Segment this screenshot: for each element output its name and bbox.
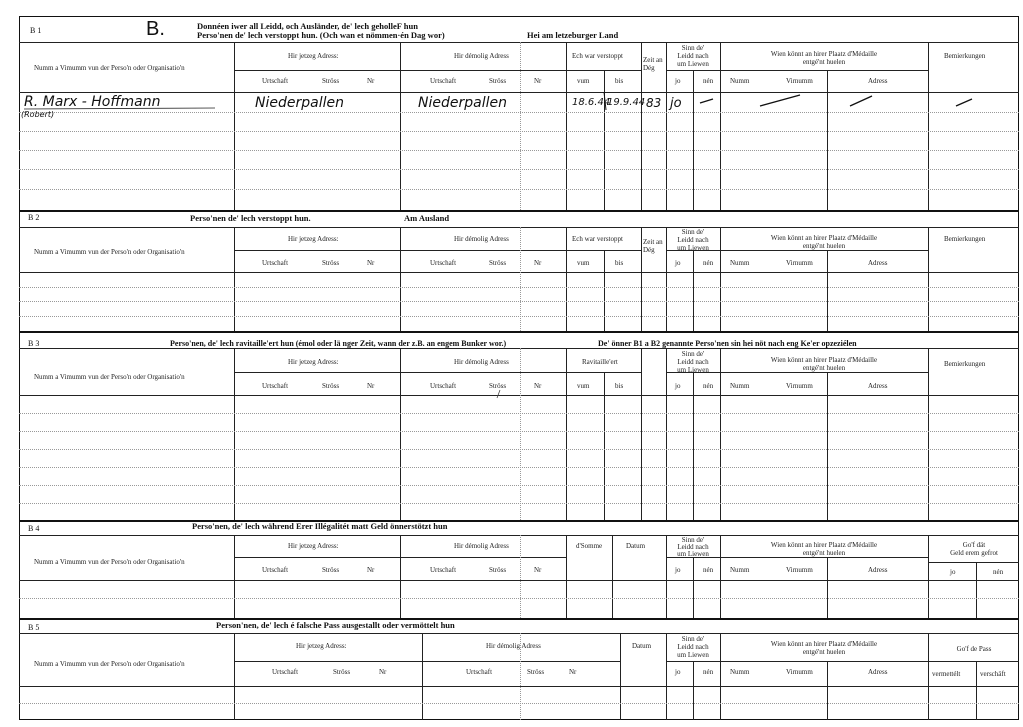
b2-current-address-header: Hir jetzeg Adress: (288, 235, 339, 243)
b2-hid-header: Ech war verstoppt (572, 235, 623, 243)
b3-no-answer-header: nén (703, 382, 714, 390)
no-column-dash (700, 99, 713, 103)
b1-former-street-header: Ströss (489, 77, 507, 85)
b1-suffering-header-3: um Liewen (677, 60, 709, 68)
b1-current-address-header: Hir jetzeg Adress: (288, 52, 339, 60)
b5-town-header: Urtschaft (272, 668, 299, 676)
form-heading: Donnéen iwer all Leidd, och Ausländer, de' lech geholleF hun (197, 21, 418, 31)
b5-no-answer-header: nén (703, 668, 714, 676)
b2-medal-name-header: Numm (730, 259, 750, 267)
b5-former-town-header: Urtschaft (466, 668, 493, 676)
b5-medal-header-1: Wien könnt an hirer Plaatz d'Médaille (770, 640, 878, 648)
b4-money-no-header: nén (993, 568, 1004, 576)
b3-supplied-header: Ravitaille'ert (582, 358, 618, 366)
b3-remarks-header: Bemierkungen (944, 360, 986, 368)
b4-suffering-header-2: Leidd nach (677, 543, 709, 551)
b4-street-header: Ströss (322, 566, 340, 574)
b3-street-header: Ströss (322, 382, 340, 390)
section-title-b3: Perso'nen, de' lech ravitaille'ert hun (émol oder lä nger Zeit, wann der z.B. an engem Bunker wor.) (170, 339, 507, 348)
b5-former-street-header: Ströss (527, 668, 545, 676)
b3-medal-first-header: Virnumm (786, 382, 813, 390)
b2-street-header: Ströss (322, 259, 340, 267)
b1-street-header: Ströss (322, 77, 340, 85)
b4-medal-first-header: Virnumm (786, 566, 813, 574)
b1-medal-header-2: entgé'nt huelen (802, 58, 846, 66)
b2-medal-first-header: Virnumm (786, 259, 813, 267)
b2-medal-header-1: Wien könnt an hirer Plaatz d'Médaille (770, 234, 878, 242)
medal-address-dash (850, 96, 872, 106)
entry-name: R. Marx - Hoffmann (24, 94, 161, 110)
b4-date-header: Datum (626, 542, 646, 550)
b4-money-header-1: Go'f dät (962, 541, 986, 549)
b1-time-header: Zeit an Dég (643, 56, 663, 72)
entry-current-town: Niederpallen (255, 95, 344, 111)
b3-from-header: vum (577, 382, 590, 390)
b3-former-town-header: Urtschaft (430, 382, 457, 390)
b4-current-address-header: Hir jetzeg Adress: (288, 542, 339, 550)
b2-from-header: vum (577, 259, 590, 267)
b1-medal-header-1: Wien könnt an hirer Plaatz d'Médaille (770, 50, 878, 58)
b5-yes-header: jo (675, 668, 681, 676)
b2-no-answer-header: nén (703, 259, 714, 267)
b1-yes-header: jo (675, 77, 681, 85)
b4-medal-address-header: Adress (868, 566, 888, 574)
b2-former-no-header: Nr (534, 259, 542, 267)
b5-issued-header: vermettélt (932, 670, 961, 678)
b2-former-street-header: Ströss (489, 259, 507, 267)
b5-suffering-header-2: Leidd nach (677, 643, 709, 651)
b2-suffering-header-3: um Liewen (677, 244, 709, 252)
b5-suffering-header-1: Sinn de' (681, 635, 705, 643)
b5-name-header: Numm a Vimumm vun der Perso'n oder Organisatio'n (34, 660, 185, 668)
b3-no-header: Nr (367, 382, 375, 390)
b3-former-street-header: Ströss (489, 382, 507, 390)
b4-medal-header-2: entgé'nt huelen (802, 549, 846, 557)
b1-town-header: Urtschaft (262, 77, 289, 85)
b1-no-header: Nr (367, 77, 375, 85)
b5-suffering-header-3: um Liewen (677, 651, 709, 659)
b5-street-header: Ströss (333, 668, 351, 676)
entry-hid-to: 19.9.44 (607, 97, 646, 108)
entry-days: 83 (646, 96, 662, 110)
b4-yes-header: jo (675, 566, 681, 574)
b4-money-header-2: Geld erem gefrot (950, 549, 998, 557)
b1-suffering-header-2: Leidd nach (677, 52, 709, 60)
b4-former-address-header: Hir démolig Adress (454, 542, 509, 550)
form-letter: B. (146, 18, 165, 40)
section-code-b3: B 3 (28, 339, 40, 348)
b2-medal-header-2: entgé'nt huelen (802, 242, 846, 250)
b4-former-street-header: Ströss (489, 566, 507, 574)
b4-no-header: Nr (367, 566, 375, 574)
section-title-b2-location: Am Ausland (404, 213, 450, 223)
section-code-b2: B 2 (28, 213, 40, 222)
b2-suffering-header-1: Sinn de' (681, 228, 705, 236)
b1-former-no-header: Nr (534, 77, 542, 85)
b1-medal-address-header: Adress (868, 77, 888, 85)
b5-former-no-header: Nr (569, 668, 577, 676)
b2-remarks-header: Bemierkungen (944, 235, 986, 243)
b4-name-header: Numm a Vimumm vun der Perso'n oder Organisatio'n (34, 558, 185, 566)
entry-alive: jo (670, 96, 682, 111)
b2-former-address-header: Hir démolig Adress (454, 235, 509, 243)
b4-medal-name-header: Numm (730, 566, 750, 574)
b1-from-header: vum (577, 77, 590, 85)
b3-suffering-header-3: um Liewen (677, 366, 709, 374)
b5-created-header: verschäft (980, 670, 1006, 678)
b4-suffering-header-3: um Liewen (677, 550, 709, 558)
b4-medal-header-1: Wien könnt an hirer Plaatz d'Médaille (770, 541, 878, 549)
b1-medal-first-header: Virnumm (786, 77, 813, 85)
b3-current-address-header: Hir jetzeg Adress: (288, 358, 339, 366)
b2-name-header: Numm a Vimumm vun der Perso'n oder Organisatio'n (34, 248, 185, 256)
b1-medal-name-header: Numm (730, 77, 750, 85)
b4-sum-header: d'Somme (576, 542, 603, 550)
b5-medal-header-2: entgé'nt huelen (802, 648, 846, 656)
b5-passport-header: Go'f de Pass (956, 645, 992, 653)
b5-former-address-header: Hir démolig Adress (486, 642, 541, 650)
b1-former-address-header: Hir démolig Adress (454, 52, 509, 60)
b5-date-header: Datum (632, 642, 652, 650)
form-subheading-location: Hei am letzeburger Land (527, 30, 619, 40)
b5-medal-name-header: Numm (730, 668, 750, 676)
b4-money-yes-header: jo (950, 568, 956, 576)
b5-current-address-header: Hir jetzeg Adress: (296, 642, 347, 650)
section-code-b5: B 5 (28, 623, 40, 632)
entry-name-underline (24, 108, 215, 109)
section-title-b5: Person'nen, de' lech é falsche Pass ausgestallt oder vermöttelt hun (216, 620, 455, 630)
b4-suffering-header-1: Sinn de' (681, 536, 705, 544)
b2-no-header: Nr (367, 259, 375, 267)
b1-name-header: Numm a Vimumm vun der Perso'n oder Organisatio'n (34, 64, 185, 72)
b5-medal-first-header: Virnumm (786, 668, 813, 676)
b1-to-header: bis (615, 77, 624, 85)
entry-former-town: Niederpallen (418, 95, 507, 111)
b2-town-header: Urtschaft (262, 259, 289, 267)
b3-to-header: bis (615, 382, 624, 390)
b2-suffering-header-2: Leidd nach (677, 236, 709, 244)
b3-suffering-header-2: Leidd nach (677, 358, 709, 366)
entry-name-note: (Robert) (21, 110, 55, 119)
b3-medal-address-header: Adress (868, 382, 888, 390)
b3-suffering-header-1: Sinn de' (681, 350, 705, 358)
entry-hid-from: 18.6.44 (572, 97, 611, 108)
section-note-b3: De' önner B1 a B2 genannte Perso'nen sin hei nöt nach eng Ke'er opzeziélen (598, 339, 857, 348)
b3-medal-header-1: Wien könnt an hirer Plaatz d'Médaille (770, 356, 878, 364)
b4-former-town-header: Urtschaft (430, 566, 457, 574)
b3-yes-header: jo (675, 382, 681, 390)
b3-former-no-header: Nr (534, 382, 542, 390)
b4-no-answer-header: nén (703, 566, 714, 574)
b2-time-header: Zeit an Dég (643, 238, 663, 254)
b3-medal-header-2: entgé'nt huelen (802, 364, 846, 372)
b1-remarks-header: Bemierkungen (944, 52, 986, 60)
b1-former-town-header: Urtschaft (430, 77, 457, 85)
remarks-dash (956, 99, 972, 106)
section-code-b4: B 4 (28, 524, 40, 533)
date-separator-tick (604, 92, 606, 110)
b4-former-no-header: Nr (534, 566, 542, 574)
section-title-b4: Perso'nen, de' lech während Erer Illégalitét matt Geld önnerstötzt hun (192, 521, 448, 531)
b4-town-header: Urtschaft (262, 566, 289, 574)
b3-medal-name-header: Numm (730, 382, 750, 390)
form-subheading: Perso'nen de' lech verstoppt hun. (Och wan et nömmen·én Dag wor) (197, 30, 445, 40)
b3-town-header: Urtschaft (262, 382, 289, 390)
medal-name-dash (760, 95, 800, 106)
b2-former-town-header: Urtschaft (430, 259, 457, 267)
b2-to-header: bis (615, 259, 624, 267)
b2-yes-header: jo (675, 259, 681, 267)
section-code-b1: B 1 (30, 26, 42, 35)
b1-hid-header: Ech war verstoppt (572, 52, 623, 60)
b2-medal-address-header: Adress (868, 259, 888, 267)
b5-no-header: Nr (379, 668, 387, 676)
stray-mark-b3 (497, 390, 500, 398)
section-title-b2: Perso'nen de' lech verstoppt hun. (190, 213, 311, 223)
b5-medal-address-header: Adress (868, 668, 888, 676)
b1-suffering-header-1: Sinn de' (681, 44, 705, 52)
b3-former-address-header: Hir démolig Adress (454, 358, 509, 366)
b1-no-answer-header: nén (703, 77, 714, 85)
b3-name-header: Numm a Vimumm vun der Perso'n oder Organisatio'n (34, 373, 185, 381)
